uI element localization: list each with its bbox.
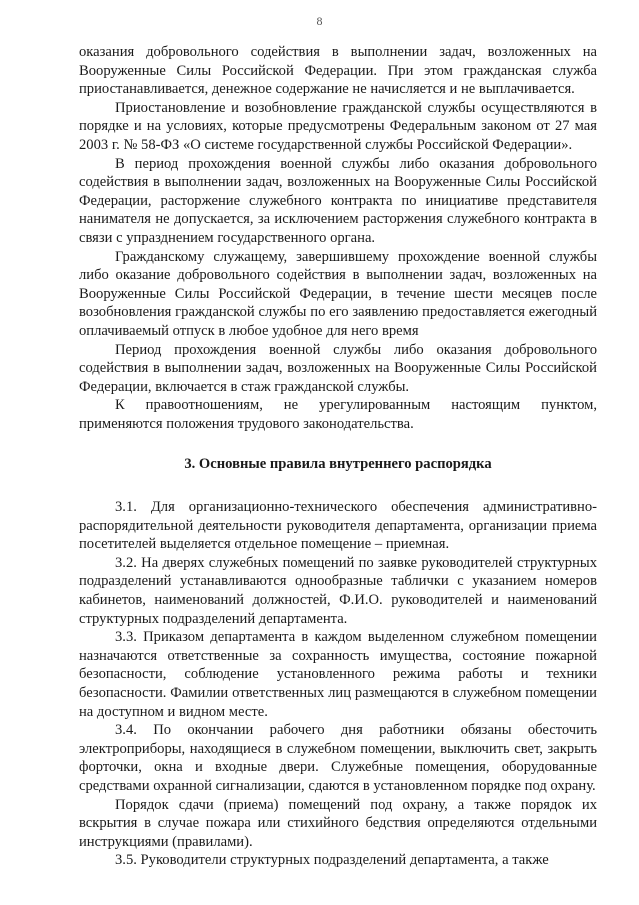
document-body <box>79 43 597 870</box>
paragraph: 3.2. На дверях служебных помещений по заявке руководителей структурных подразделений устанавливаются однообразные таблички с указанием номеров кабинетов, наименований должностей, Ф.И.О. руководителей и наименований структурных подразделений департамента. <box>79 554 597 627</box>
paragraph: Приостановление и возобновление гражданской службы осуществляются в порядке и на условиях, которые предусмотрены Федеральным законом от 27 мая 2003 г. № 58-ФЗ «О системе государственной службы Российской Федерации». <box>79 99 597 153</box>
section-heading: 3. Основные правила внутреннего распорядка <box>184 456 492 473</box>
paragraph: 3.5. Руководители структурных подразделений департамента, а также <box>115 852 549 869</box>
paragraph: К правоотношениям, не урегулированным настоящим пунктом, применяются положения трудового законодательства. <box>79 397 597 432</box>
paragraph: 3.1. Для организационно-технического обеспечения административно-распорядительной деятельности руководителя департамента, организации приема посетителей выделяется отдельное помещение – приемная. <box>79 499 597 553</box>
paragraph: Гражданскому служащему, завершившему прохождение военной службы либо оказание добровольного содействия в выполнении задач, возложенных на Вооруженные Силы Российской Федерации, в течение шести месяцев после возобновления гражданской службы по его заявлению предоставляется ежегодный оплачиваемый отпуск в любое удобное для него время <box>79 248 597 339</box>
paragraph: оказания добровольного содействия в выполнении задач, возложенных на Вооруженные Силы Российской Федерации. При этом гражданская служба приостанавливается, денежное содержание не начисляется и не выплачивается. <box>79 44 597 98</box>
paragraph: Порядок сдачи (приема) помещений под охрану, а также порядок их вскрытия в случае пожара или стихийного бедствия определяются отдельными инструкциями (правилами). <box>79 796 597 850</box>
paragraph: В период прохождения военной службы либо оказания добровольного содействия в выполнении задач, возложенных на Вооруженные Силы Российской Федерации, расторжение служебного контракта по инициативе представителя нанимателя не допускается, за исключением расторжения служебного контракта в связи с упразднением государственного органа. <box>79 155 597 246</box>
paragraph: 3.3. Приказом департамента в каждом выделенном служебном помещении назначаются ответственные за сохранность имущества, состояние пожарной безопасности, соблюдение установленного режима работы и техники безопасности. Фамилии ответственных лиц размещаются в служебном помещении на доступном и видном месте. <box>79 629 597 720</box>
paragraph: Период прохождения военной службы либо оказания добровольного содействия в выполнении задач, возложенных на Вооруженные Силы Российской Федерации, включается в стаж гражданской службы. <box>79 341 597 395</box>
page-number: 8 <box>316 14 323 28</box>
paragraph: 3.4. По окончании рабочего дня работники обязаны обесточить электроприборы, находящиеся в служебном помещении, выключить свет, закрыть форточки, окна и входные двери. Служебные помещения, оборудованные средствами охранной сигнализации, сдаются в установленном порядке под охрану. <box>79 722 597 794</box>
